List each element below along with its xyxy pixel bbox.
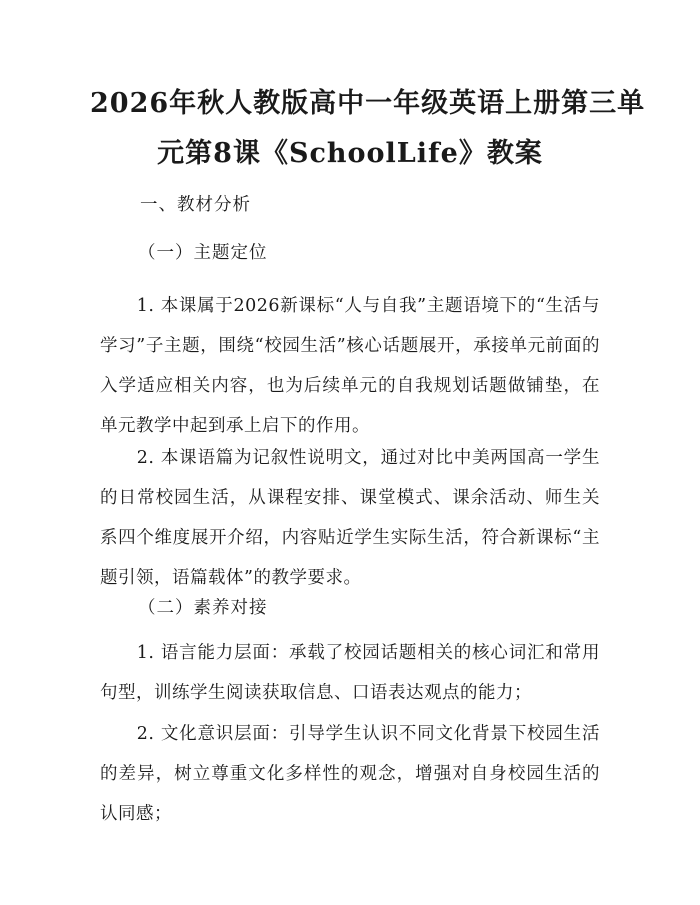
paragraph-literacy-2: 2. 文化意识层面：引导学生认识不同文化背景下校园生活的差异，树立尊重文化多样性的观念，增强对自身校园生活的认同感； xyxy=(100,724,600,824)
subsection-heading-theme: （一）主题定位 xyxy=(138,243,268,263)
paragraph-theme-1: 1. 本课属于2026新课标“人与自我”主题语境下的“生活与学习”子主题，围绕“校园生活”核心话题展开，承接单元前面的入学适应相关内容，也为后续单元的自我规划话题做铺垫，在单元教学中起到承上启下的作用。 xyxy=(100,296,600,436)
section-heading-textbook-analysis: 一、教材分析 xyxy=(140,195,251,215)
subsection-heading-literacy: （二）素养对接 xyxy=(138,598,268,618)
document-title-line-1: 2026年秋人教版高中一年级英语上册第三单 xyxy=(90,88,646,119)
paragraph-literacy-1: 1. 语言能力层面：承载了校园话题相关的核心词汇和常用句型，训练学生阅读获取信息、口语表达观点的能力； xyxy=(100,643,600,703)
document-title-line-2: 元第8课《SchoolLife》教案 xyxy=(157,138,543,169)
paragraph-theme-2: 2. 本课语篇为记叙性说明文，通过对比中美两国高一学生的日常校园生活，从课程安排、课堂模式、课余活动、师生关系四个维度展开介绍，内容贴近学生实际生活，符合新课标“主题引领，语篇载体”的教学要求。 xyxy=(100,448,600,588)
